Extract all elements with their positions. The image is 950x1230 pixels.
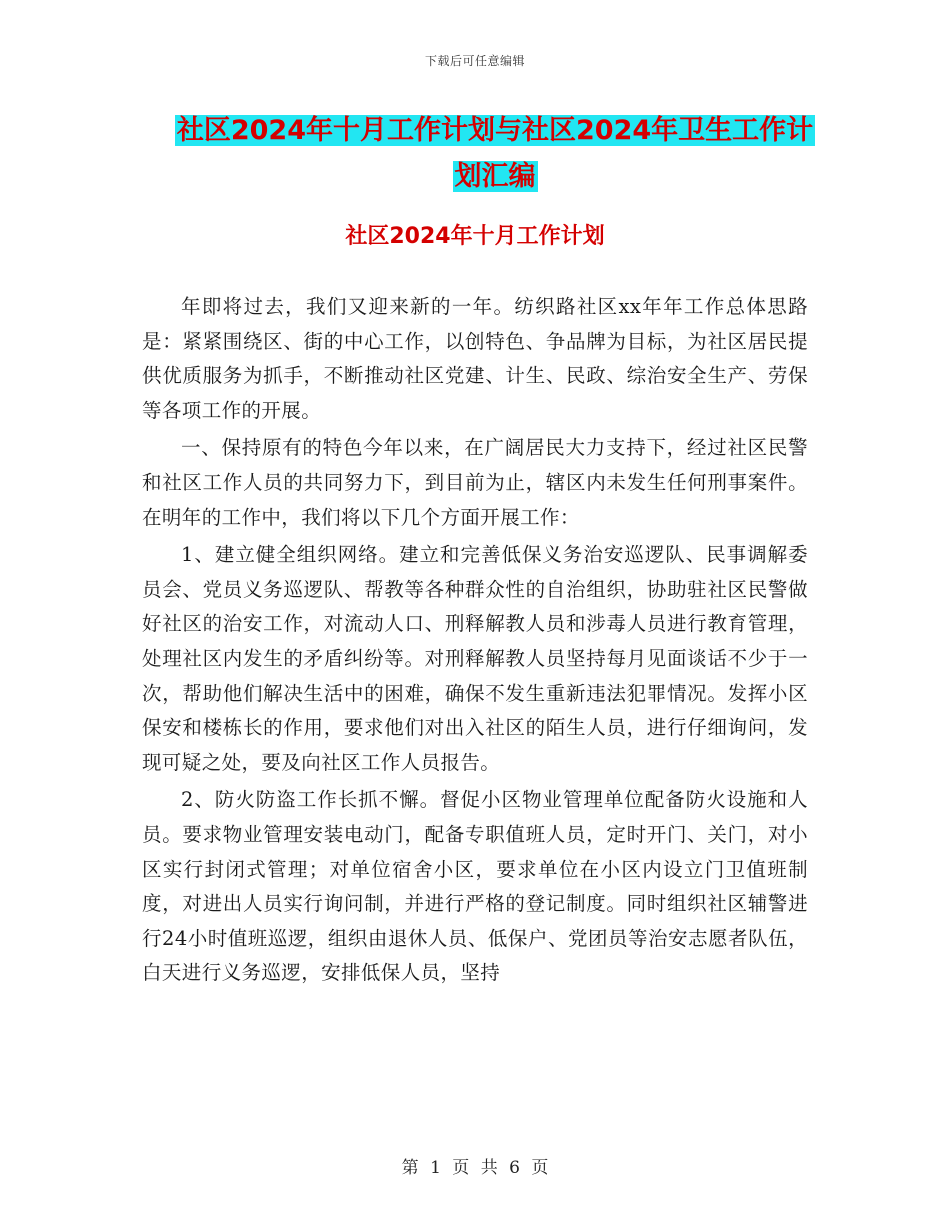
page-number: 第 1 页 共 6 页	[401, 1158, 549, 1178]
paragraph-section-1: 一、保持原有的特色今年以来，在广阔居民大力支持下，经过社区民警和社区工作人员的共同努力下，到目前为止，辖区内未发生任何刑事案件。在明年的工作中，我们将以下几个方面开展工作：	[142, 436, 808, 529]
document-title-line-2: 划汇编	[454, 161, 536, 192]
document-title-line-1: 社区2024年十月工作计划与社区2024年卫生工作计	[176, 115, 814, 146]
paragraph-item-2: 2、防火防盗工作长抓不懈。督促小区物业管理单位配备防火设施和人员。要求物业管理安装电动门，配备专职值班人员，定时开门、关门，对小区实行封闭式管理；对单位宿舍小区，要求单位在小区内设立门卫值班制度，对进出人员实行询问制，并进行严格的登记制度。同时组织社区辅警进行24小时值班巡逻，组织由退休人员、低保户、党团员等治安志愿者队伍，白天进行义务巡逻，安排低保人员，坚持	[142, 788, 808, 985]
page-header-note: 下载后可任意编辑	[424, 54, 525, 68]
document-body	[142, 290, 808, 994]
section-title: 社区2024年十月工作计划	[345, 224, 605, 249]
document-title	[145, 108, 845, 200]
paragraph-item-1: 1、建立健全组织网络。建立和完善低保义务治安巡逻队、民事调解委员会、党员义务巡逻队、帮教等各种群众性的自治组织，协助驻社区民警做好社区的治安工作，对流动人口、刑释解教人员和涉毒人员进行教育管理，处理社区内发生的矛盾纠纷等。对刑释解教人员坚持每月见面谈话不少于一次，帮助他们解决生活中的困难，确保不发生重新违法犯罪情况。发挥小区保安和楼栋长的作用，要求他们对出入社区的陌生人员，进行仔细询问，发现可疑之处，要及向社区工作人员报告。	[142, 543, 808, 774]
paragraph-intro: 年即将过去，我们又迎来新的一年。纺织路社区xx年年工作总体思路是：紧紧围绕区、街的中心工作，以创特色、争品牌为目标，为社区居民提供优质服务为抓手，不断推动社区党建、计生、民政、综治安全生产、劳保等各项工作的开展。	[142, 295, 808, 422]
